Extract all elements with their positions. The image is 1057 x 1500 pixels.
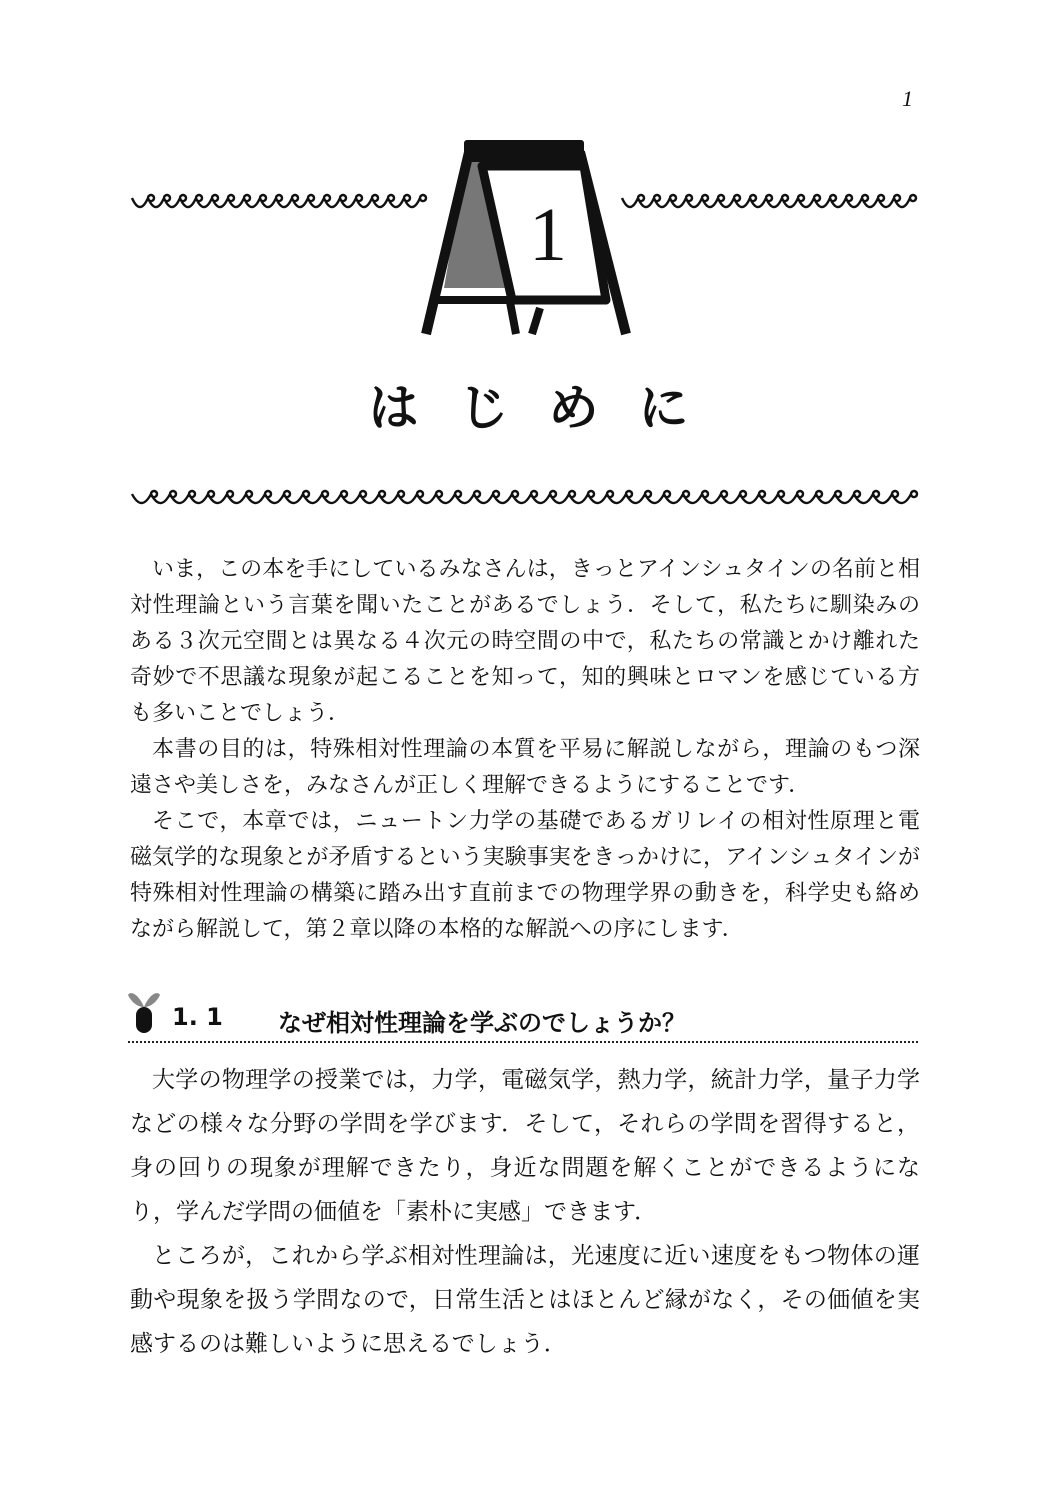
body-paragraph: 大学の物理学の授業では，力学，電磁気学，熱力学，統計力学，量子力学などの様々な分野の学問を学びます．そして，それらの学問を習得すると，身の回りの現象が理解できたり，身近な問題を解くことができるようになり，学んだ学問の価値を「素朴に実感」できます． [130, 1067, 920, 1225]
body-paragraph: ところが，これから学ぶ相対性理論は，光速度に近い速度をもつ物体の運動や現象を扱う学問なので，日常生活とはほとんど縁がなく，その価値を実感するのは難しいように思えるでしょう． [130, 1243, 920, 1357]
page-number: 1 [902, 86, 913, 111]
wave-ornament-right [620, 192, 920, 218]
wave-divider [130, 488, 920, 512]
sprout-icon [128, 983, 160, 1035]
dotted-rule [128, 1041, 918, 1043]
section-body [130, 1058, 920, 1366]
section-heading [128, 983, 918, 1045]
section-number: 1. 1 [172, 1003, 223, 1031]
intro-paragraph: そこで，本章では，ニュートン力学の基礎であるガリレイの相対性原理と電磁気学的な現象とが矛盾するという実験事実をきっかけに，アインシュタインが特殊相対性理論の構築に踏み出す直前までの物理学界の動きを，科学史も絡めながら解説して，第２章以降の本格的な解説への序にします． [130, 809, 920, 942]
intro-text [130, 552, 920, 948]
chapter-emblem [420, 138, 636, 338]
chapter-number: 1 [529, 193, 567, 277]
section-title: なぜ相対性理論を学ぶのでしょうか？ [278, 1009, 686, 1037]
chapter-title: はじめに [368, 379, 729, 437]
intro-paragraph: いま，この本を手にしているみなさんは，きっとアインシュタインの名前と相対性理論という言葉を聞いたことがあるでしょう．そして，私たちに馴染みのある３次元空間とは異なる４次元の時空間の中で，私たちの常識とかけ離れた奇妙で不思議な現象が起こることを知って，知的興味とロマンを感じている方も多いことでしょう． [130, 557, 920, 726]
wave-ornament-left [130, 192, 430, 218]
intro-paragraph: 本書の目的は，特殊相対性理論の本質を平易に解説しながら，理論のもつ深遠さや美しさを，みなさんが正しく理解できるようにすることです． [130, 737, 920, 798]
